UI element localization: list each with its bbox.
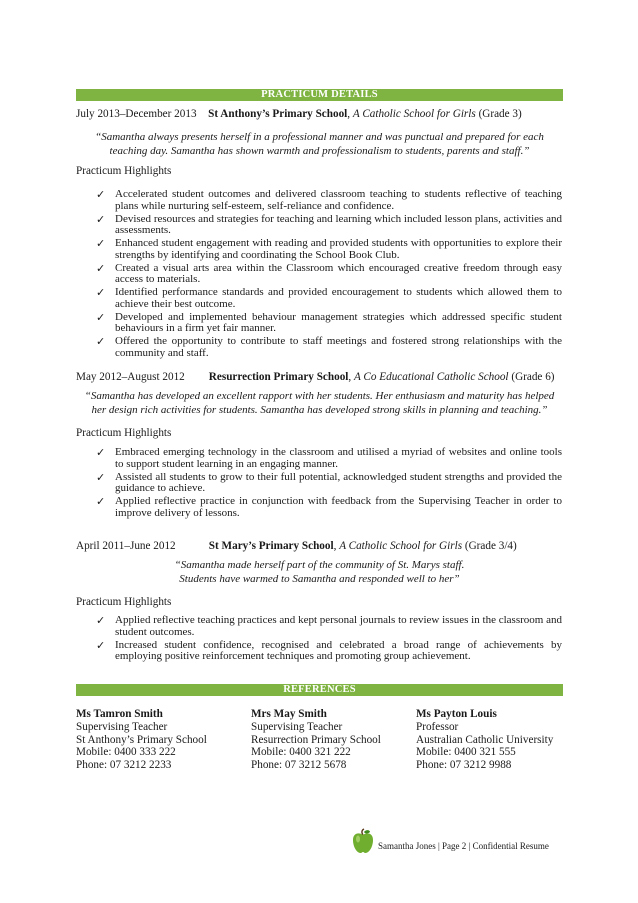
- reference-1-title: Supervising Teacher: [76, 720, 168, 733]
- placement-1-highlights-label: Practicum Highlights: [76, 165, 172, 177]
- reference-2-name: Mrs May Smith: [251, 708, 327, 720]
- list-item: ✓ Accelerated student outcomes and delivered classroom teaching to students reflective of teaching plans while nurturing self-esteem, self-reliance and confidence.: [96, 188, 562, 212]
- reference-2-phone: Phone: 07 3212 5678: [251, 759, 347, 772]
- checkmark-icon: ✓: [96, 188, 106, 201]
- reference-2-org: Resurrection Primary School: [251, 733, 381, 746]
- references-heading: REFERENCES: [76, 684, 563, 696]
- placement-2-quote-line2: her design rich activities for students. Samantha has developed strong skills in planning and teaching.”: [91, 403, 548, 416]
- reference-1: [76, 708, 207, 772]
- list-item: ✓ Identified performance standards and provided encouragement to students which allowed them to achieve their best outcome.: [96, 286, 562, 310]
- reference-1-mobile: Mobile: 0400 333 222: [76, 746, 176, 759]
- placement-2-highlights: [96, 447, 562, 521]
- placement-3-header: April 2011–June 2012 St Mary’s Primary School, A Catholic School for Girls (Grade 3/4): [76, 540, 517, 552]
- placement-1-header: July 2013–December 2013 St Anthony’s Primary School, A Catholic School for Girls (Grade 3): [76, 108, 522, 120]
- list-item: ✓ Applied reflective teaching practices and kept personal journals to review issues in the classroom and student outcomes.: [96, 614, 562, 638]
- placement-2-school: Resurrection Primary School: [208, 371, 349, 383]
- footer-text: Samantha Jones | Page 2 | Confidential Resume: [378, 841, 549, 851]
- placement-1-dates: July 2013–December 2013: [76, 108, 197, 120]
- checkmark-icon: ✓: [96, 614, 106, 627]
- placement-2-highlights-label: Practicum Highlights: [76, 427, 172, 439]
- list-item: ✓ Assisted all students to grow to their full potential, acknowledged student strengths and provided the guidance to achieve.: [96, 470, 562, 494]
- placement-3-quote-line2: Students have warmed to Samantha and responded well to her”: [179, 572, 460, 585]
- list-item: ✓ Applied reflective practice in conjunction with feedback from the Supervising Teacher in order to improve delivery of lessons.: [96, 495, 562, 519]
- checkmark-icon: ✓: [96, 446, 106, 459]
- placement-3-dates: April 2011–June 2012: [76, 540, 176, 552]
- checkmark-icon: ✓: [96, 237, 106, 250]
- placement-1-highlights: [96, 189, 562, 361]
- list-item: ✓ Devised resources and strategies for teaching and learning which included lesson plans, activities and assessments.: [96, 212, 562, 236]
- checkmark-icon: ✓: [96, 261, 106, 275]
- placement-1-school-desc: A Catholic School for Girls: [352, 108, 476, 120]
- placement-1-quote: [76, 131, 563, 158]
- list-item: ✓ Embraced emerging technology in the classroom and utilised a myriad of websites and online tools to support student learning in an engaging manner.: [96, 446, 562, 470]
- reference-3-title: Professor: [416, 720, 459, 733]
- placement-1-school: St Anthony’s Primary School: [208, 108, 348, 120]
- reference-1-phone: Phone: 07 3212 2233: [76, 759, 172, 772]
- reference-1-name: Ms Tamron Smith: [76, 708, 163, 720]
- placement-3-school-desc: A Catholic School for Girls: [339, 540, 463, 552]
- placement-3-quote-line1: “Samantha made herself part of the community of St. Marys staff.: [174, 559, 465, 571]
- list-item: ✓ Developed and implemented behaviour management strategies which addressed specific student behaviours in a firm yet fair manner.: [96, 310, 562, 334]
- placement-1-grade: (Grade 3): [478, 108, 522, 120]
- placement-3-highlights: [96, 615, 562, 664]
- list-item: ✓ Enhanced student engagement with reading and provided students with opportunities to explore their strengths by identifying and coordinating the School Book Club.: [96, 237, 562, 261]
- placement-3-school: St Mary’s Primary School: [208, 540, 334, 552]
- checkmark-icon: ✓: [96, 212, 106, 226]
- reference-1-org: St Anthony’s Primary School: [76, 733, 207, 746]
- list-item: ✓ Increased student confidence, recognised and celebrated a broad range of achievements by employing positive reinforcement techniques and promoting group achievement.: [96, 638, 562, 662]
- placement-1-quote-line1: “Samantha always presents herself in a professional manner and was punctual and prepared for each: [95, 131, 544, 143]
- placement-2-quote: [70, 390, 569, 417]
- checkmark-icon: ✓: [96, 495, 106, 508]
- placement-1-quote-line2: teaching day. Samantha has shown warmth and professionalism to students, parents and staff.”: [109, 144, 530, 157]
- reference-2-title: Supervising Teacher: [251, 720, 343, 733]
- checkmark-icon: ✓: [96, 310, 106, 324]
- placement-2-school-desc: A Co Educational Catholic School: [354, 371, 509, 383]
- reference-3-phone: Phone: 07 3212 9988: [416, 759, 512, 772]
- checkmark-icon: ✓: [96, 286, 106, 299]
- reference-3: [416, 708, 553, 772]
- placement-3-quote: [76, 559, 563, 586]
- reference-2: [251, 708, 381, 772]
- reference-2-mobile: Mobile: 0400 321 222: [251, 746, 351, 759]
- checkmark-icon: ✓: [96, 470, 106, 484]
- checkmark-icon: ✓: [96, 335, 106, 348]
- placement-3-grade: (Grade 3/4): [464, 540, 517, 552]
- reference-3-mobile: Mobile: 0400 321 555: [416, 746, 516, 759]
- placement-2-quote-line1: “Samantha has developed an excellent rapport with her students. Her enthusiasm and maturity has helped: [84, 390, 555, 402]
- placement-2-dates: May 2012–August 2012: [76, 371, 185, 383]
- placement-2-header: May 2012–August 2012 Resurrection Primary School, A Co Educational Catholic School (Grade 6): [76, 371, 555, 383]
- list-item: ✓ Created a visual arts area within the Classroom which encouraged creative freedom through easy access to materials.: [96, 261, 562, 285]
- reference-3-name: Ms Payton Louis: [416, 708, 497, 720]
- placement-2-grade: (Grade 6): [511, 371, 555, 383]
- checkmark-icon: ✓: [96, 638, 106, 652]
- list-item: ✓ Offered the opportunity to contribute to staff meetings and fostered strong relationships with the community and staff.: [96, 335, 562, 359]
- green-apple-icon: [351, 828, 375, 854]
- reference-3-org: Australian Catholic University: [416, 733, 554, 746]
- practicum-details-heading: PRACTICUM DETAILS: [76, 89, 563, 101]
- placement-3-highlights-label: Practicum Highlights: [76, 596, 172, 608]
